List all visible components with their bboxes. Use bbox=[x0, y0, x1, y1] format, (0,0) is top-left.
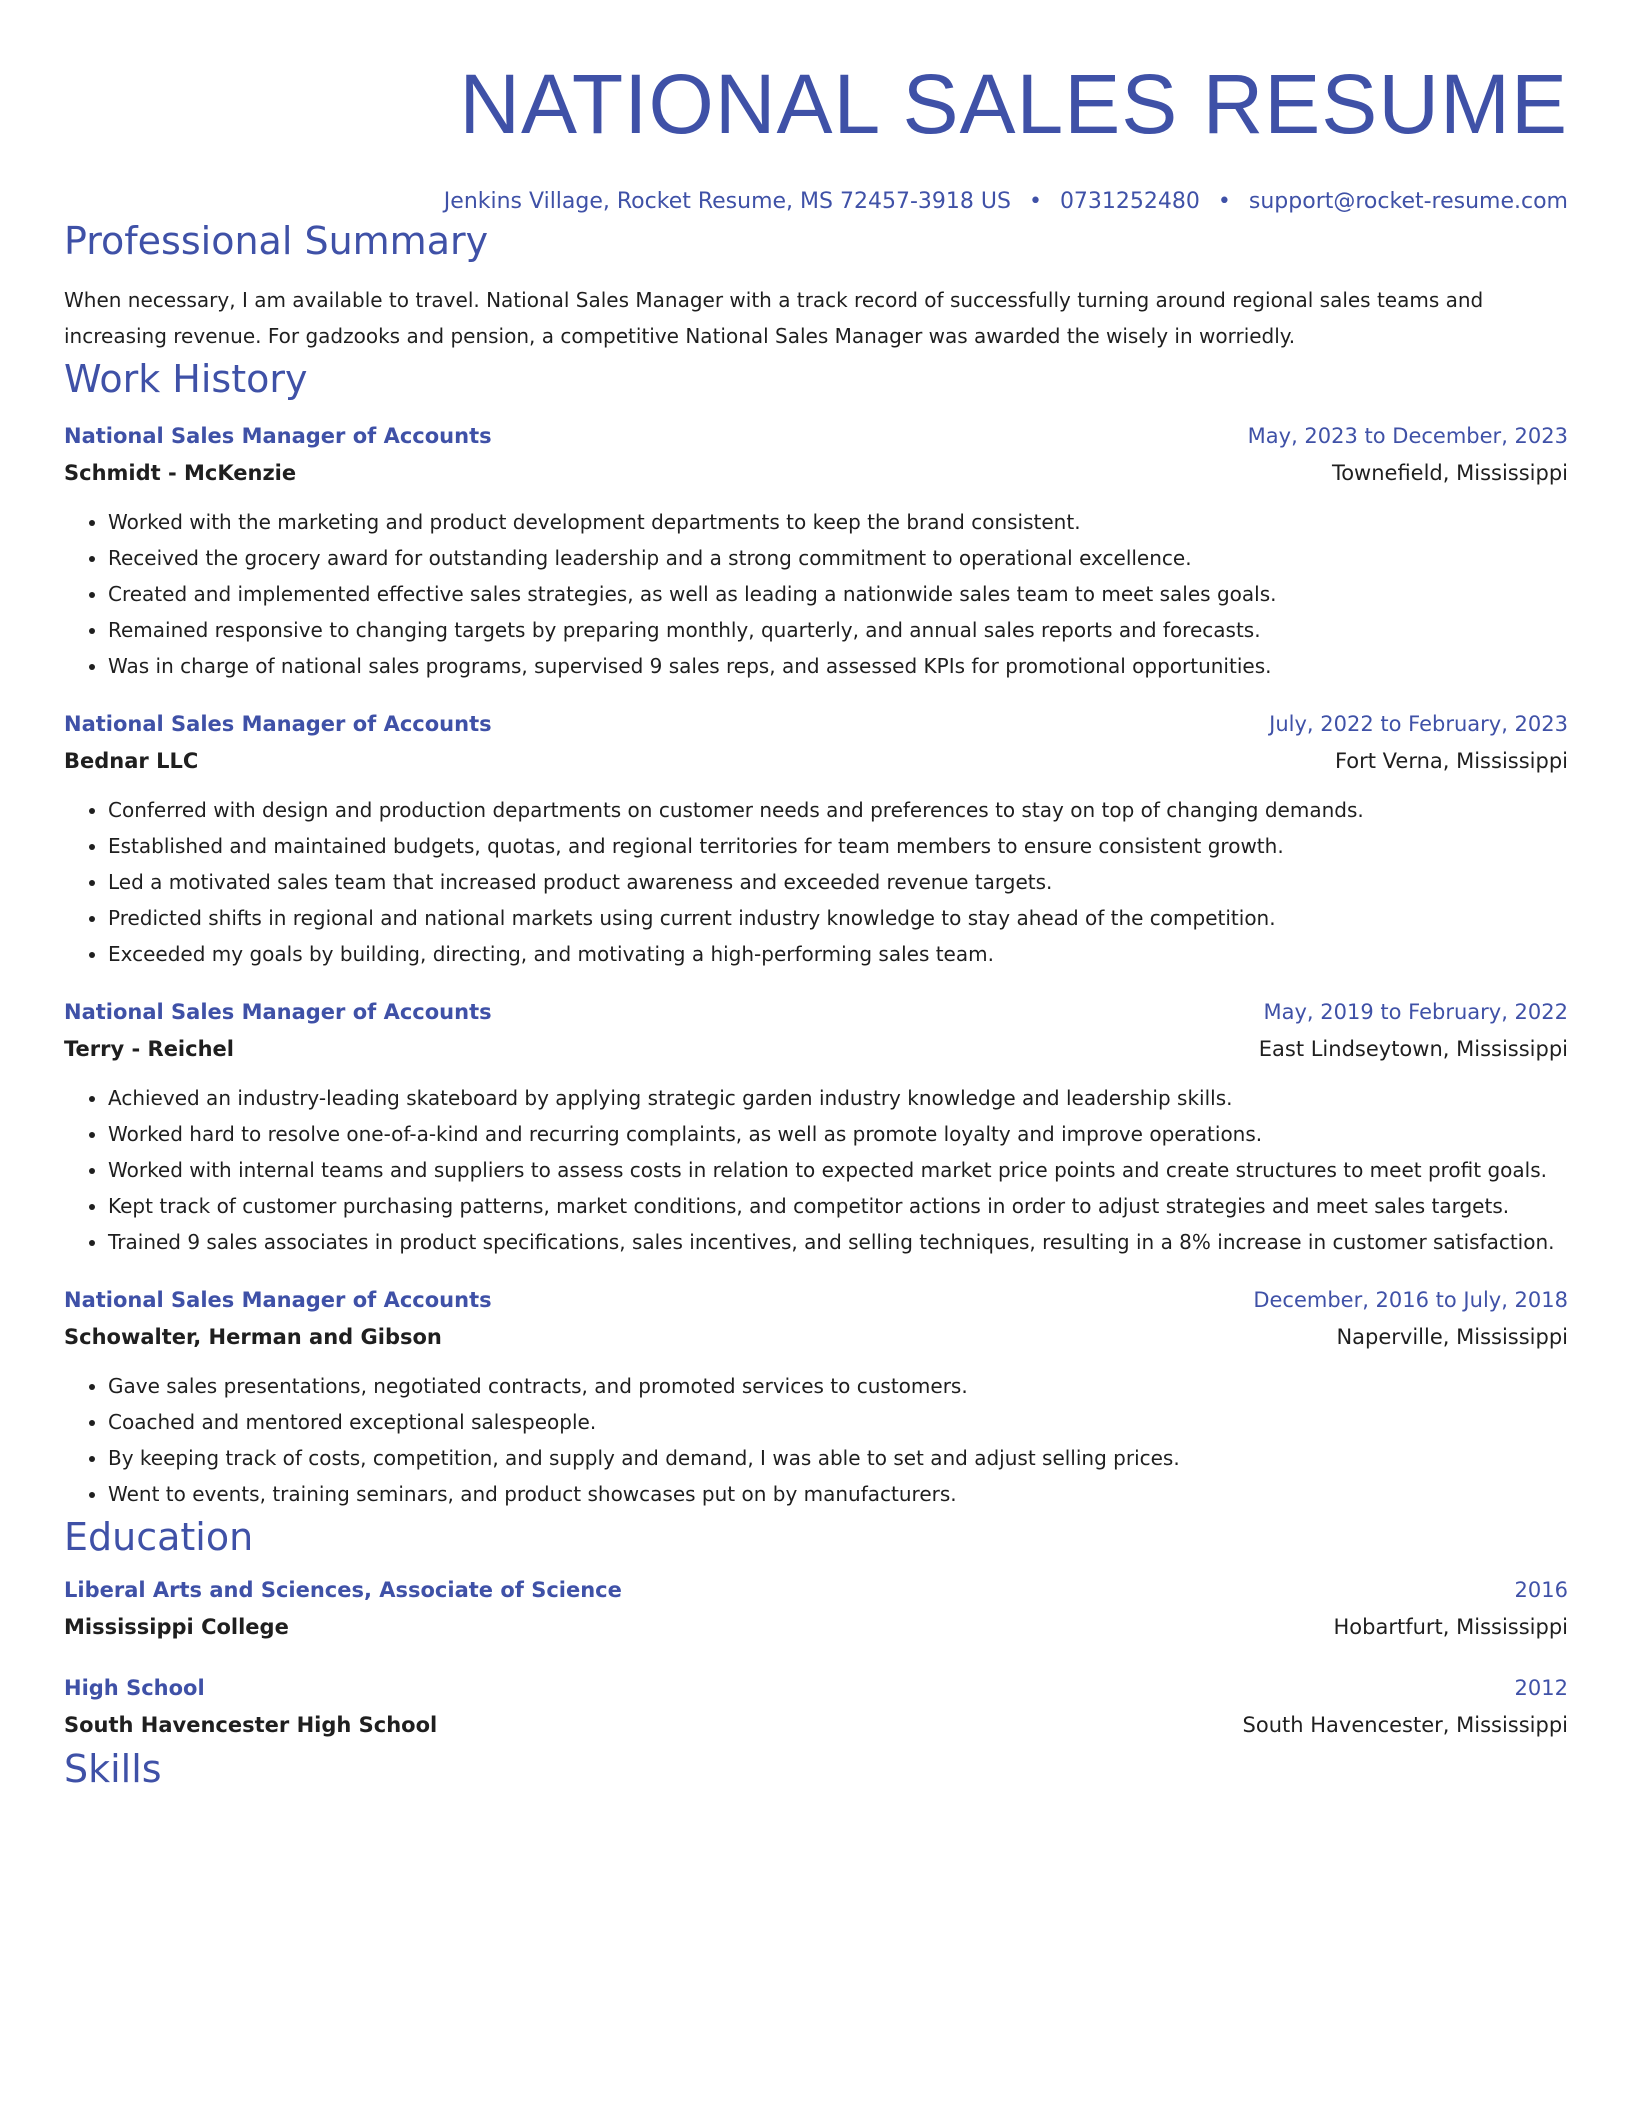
job-company-row bbox=[64, 454, 1568, 492]
job-entry bbox=[64, 706, 1568, 972]
job-bullets bbox=[64, 1368, 1568, 1512]
education-entry bbox=[64, 1572, 1568, 1646]
education-year: 2012 bbox=[1514, 1676, 1568, 1700]
education-entry bbox=[64, 1670, 1568, 1744]
job-location: East Lindseytown, Mississippi bbox=[1258, 1037, 1568, 1061]
resume-page bbox=[64, 0, 1568, 1794]
job-bullet: • Trained 9 sales associates in product specifications, sales incentives, and selling techniques, resulting in a 8% increase in customer satisfaction. bbox=[108, 1224, 1568, 1260]
job-bullet: • Received the grocery award for outstanding leadership and a strong commitment to operational excellence. bbox=[108, 540, 1568, 576]
job-company: Schowalter, Herman and Gibson bbox=[64, 1325, 442, 1349]
job-bullet: • Went to events, training seminars, and product showcases put on by manufacturers. bbox=[108, 1476, 1568, 1512]
job-company: Terry - Reichel bbox=[64, 1037, 234, 1061]
job-bullet: • Exceeded my goals by building, directing, and motivating a high-performing sales team. bbox=[108, 936, 1568, 972]
education-degree: High School bbox=[64, 1676, 205, 1700]
contact-address: Jenkins Village, Rocket Resume, MS 72457-3918 US bbox=[443, 189, 1011, 214]
job-title: National Sales Manager of Accounts bbox=[64, 424, 492, 448]
work-history-list bbox=[64, 418, 1568, 1512]
job-bullet: • Gave sales presentations, negotiated contracts, and promoted services to customers. bbox=[108, 1368, 1568, 1404]
education-year: 2016 bbox=[1514, 1578, 1568, 1602]
job-location: Fort Verna, Mississippi bbox=[1334, 749, 1568, 773]
section-heading-work-history: Work History bbox=[64, 357, 308, 401]
section-heading-summary: Professional Summary bbox=[64, 219, 489, 263]
job-bullet: • Remained responsive to changing targets by preparing monthly, quarterly, and annual sales reports and forecasts. bbox=[108, 612, 1568, 648]
job-header-row bbox=[64, 418, 1568, 454]
job-header-row bbox=[64, 994, 1568, 1030]
job-entry bbox=[64, 1282, 1568, 1512]
job-dates: May, 2019 to February, 2022 bbox=[1263, 1000, 1568, 1024]
job-bullet: • Worked with the marketing and product development departments to keep the brand consistent. bbox=[108, 504, 1568, 540]
contact-email: support@rocket-resume.com bbox=[1248, 189, 1568, 214]
education-school: South Havencester High School bbox=[64, 1713, 438, 1737]
job-bullet: • Predicted shifts in regional and national markets using current industry knowledge to stay ahead of the competition. bbox=[108, 900, 1568, 936]
contact-phone: 0731252480 bbox=[1059, 189, 1200, 214]
job-company-row bbox=[64, 1318, 1568, 1356]
job-bullet: • Conferred with design and production departments on customer needs and preferences to stay on top of changing demands. bbox=[108, 792, 1568, 828]
job-entry bbox=[64, 994, 1568, 1260]
job-company-row bbox=[64, 1030, 1568, 1068]
education-header-row bbox=[64, 1670, 1568, 1706]
job-location: Naperville, Mississippi bbox=[1336, 1325, 1568, 1349]
job-header-row bbox=[64, 706, 1568, 742]
job-bullet: • By keeping track of costs, competition, and supply and demand, I was able to set and adjust selling prices. bbox=[108, 1440, 1568, 1476]
job-entry bbox=[64, 418, 1568, 684]
job-bullet: • Kept track of customer purchasing patterns, market conditions, and competitor actions in order to adjust strategies and meet sales targets. bbox=[108, 1188, 1568, 1224]
contact-separator: • bbox=[1028, 189, 1042, 214]
education-location: South Havencester, Mississippi bbox=[1242, 1713, 1568, 1737]
education-school-row bbox=[64, 1608, 1568, 1646]
job-company-row bbox=[64, 742, 1568, 780]
job-bullets bbox=[64, 1080, 1568, 1260]
job-bullet: • Led a motivated sales team that increased product awareness and exceeded revenue targets. bbox=[108, 864, 1568, 900]
job-dates: July, 2022 to February, 2023 bbox=[1269, 712, 1568, 736]
job-bullets bbox=[64, 504, 1568, 684]
education-school: Mississippi College bbox=[64, 1615, 289, 1639]
job-title: National Sales Manager of Accounts bbox=[64, 1000, 492, 1024]
job-title: National Sales Manager of Accounts bbox=[64, 1288, 492, 1312]
job-bullet: • Worked hard to resolve one-of-a-kind and recurring complaints, as well as promote loyalty and improve operations. bbox=[108, 1116, 1568, 1152]
education-header-row bbox=[64, 1572, 1568, 1608]
job-location: Townefield, Mississippi bbox=[1331, 461, 1568, 485]
job-dates: May, 2023 to December, 2023 bbox=[1247, 424, 1568, 448]
education-location: Hobartfurt, Mississippi bbox=[1333, 1615, 1568, 1639]
contact-line bbox=[64, 188, 1568, 216]
job-bullet: • Worked with internal teams and suppliers to assess costs in relation to expected market price points and create structures to meet profit goals. bbox=[108, 1152, 1568, 1188]
job-title: National Sales Manager of Accounts bbox=[64, 712, 492, 736]
job-company: Bednar LLC bbox=[64, 749, 199, 773]
education-list bbox=[64, 1572, 1568, 1744]
job-bullet: • Was in charge of national sales programs, supervised 9 sales reps, and assessed KPIs for promotional opportunities. bbox=[108, 648, 1568, 684]
job-bullet: • Achieved an industry-leading skateboard by applying strategic garden industry knowledge and leadership skills. bbox=[108, 1080, 1568, 1116]
education-degree: Liberal Arts and Sciences, Associate of Science bbox=[64, 1578, 622, 1602]
job-header-row bbox=[64, 1282, 1568, 1318]
summary-text: When necessary, I am available to travel. National Sales Manager with a track record of successfully turning around regional sales teams and increasing revenue. For gadzooks and pension, a competitive National Sales Manager was awarded the wisely in worriedly. bbox=[64, 288, 1484, 348]
job-company: Schmidt - McKenzie bbox=[64, 461, 297, 485]
job-bullet: • Created and implemented effective sales strategies, as well as leading a nationwide sales team to meet sales goals. bbox=[108, 576, 1568, 612]
resume-title: NATIONAL SALES RESUME bbox=[459, 57, 1568, 151]
job-bullet: • Established and maintained budgets, quotas, and regional territories for team members to ensure consistent growth. bbox=[108, 828, 1568, 864]
education-school-row bbox=[64, 1706, 1568, 1744]
section-heading-education: Education bbox=[64, 1515, 254, 1559]
section-heading-skills: Skills bbox=[64, 1747, 162, 1791]
job-bullets bbox=[64, 792, 1568, 972]
contact-separator: • bbox=[1217, 189, 1231, 214]
job-dates: December, 2016 to July, 2018 bbox=[1253, 1288, 1568, 1312]
job-bullet: • Coached and mentored exceptional salespeople. bbox=[108, 1404, 1568, 1440]
